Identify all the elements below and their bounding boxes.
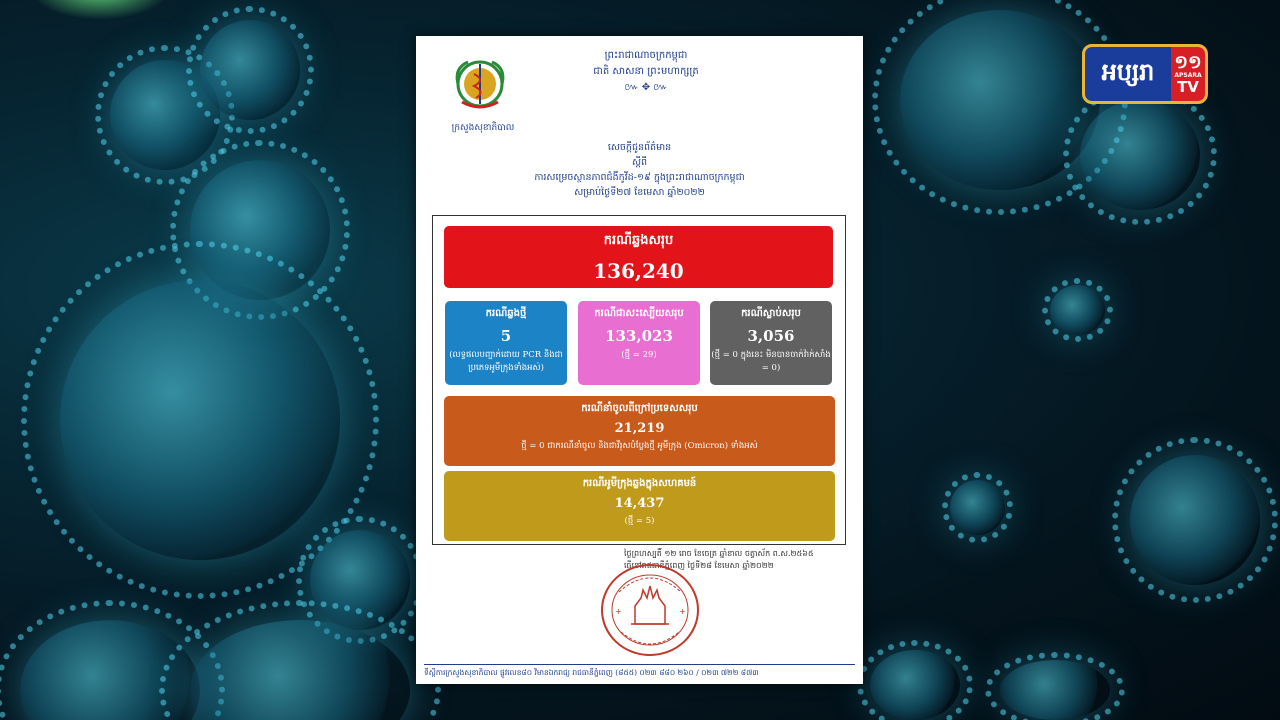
statistics-frame	[432, 215, 846, 545]
covid-report-document	[416, 36, 863, 684]
motto-line: ជាតិ សាសនា ព្រះមហាក្សត្រ	[593, 66, 699, 77]
total-cases-value: 136,240	[593, 259, 684, 283]
apsara-tv-logo	[1082, 44, 1208, 104]
new-cases-value: 5	[500, 327, 512, 345]
virus-image	[1080, 100, 1200, 210]
deaths-note: (ថ្មី = 0 ក្នុងនេះ មិនបានចាក់វ៉ាក់សាំង = 0)	[711, 350, 831, 373]
ornament: ៚ ✥ ៚	[624, 82, 668, 93]
kingdom-line: ព្រះរាជាណាចក្រកម្ពុជា	[604, 50, 688, 61]
logo-badge	[1171, 47, 1205, 101]
recovered-box	[578, 301, 700, 385]
virus-image	[1050, 285, 1105, 335]
issue-date: ធ្វើនៅរាជធានីភ្នំពេញ ថ្ងៃទី២៨ ខែមេសា ឆ្នាំ២០២២	[624, 561, 774, 570]
community-value: 14,437	[614, 496, 665, 511]
community-cases-box	[444, 471, 835, 541]
report-heading	[486, 140, 793, 200]
ministry-stamp-icon	[599, 562, 701, 658]
ministry-label: ក្រសួងសុខាភិបាល	[451, 123, 515, 133]
ministry-emblem-icon	[450, 54, 510, 116]
heading-line: ការសម្រេចស្ថានភាពជំងឺកូវីដ-១៩ ក្នុងព្រះរាជាណាចក្រកម្ពុជា	[534, 172, 745, 183]
new-cases-note: (លទ្ធផលបញ្ជាក់ដោយ PCR និងជាប្រភេទអូមីក្រុងទាំងអស់)	[449, 350, 563, 373]
svg-text:+: +	[679, 607, 686, 616]
total-cases-box	[444, 226, 833, 288]
new-cases-label: ករណីឆ្លងថ្មី	[485, 308, 527, 319]
deaths-box	[710, 301, 832, 385]
total-cases-label: ករណីឆ្លងសរុប	[603, 233, 674, 248]
community-label: ករណីអូមីក្រុងឆ្លងក្នុងសហគមន៍	[582, 478, 697, 489]
community-note: (ថ្មី = 5)	[624, 516, 655, 526]
virus-image	[60, 280, 340, 560]
deaths-value: 3,056	[747, 327, 795, 345]
document-footer: ទីស្តីការក្រសួងសុខាភិបាល ផ្លូវលេខ៨០ វិមានឯករាជ្យ រាជធានីភ្នំពេញ (៨៥៥) ០២៣ ៨៨០ ២៦០ / ០២៣ ៧២២ ៨៧៣	[424, 664, 855, 679]
virus-image	[950, 480, 1005, 535]
recovered-value: 133,023	[605, 327, 673, 345]
svg-text:+: +	[615, 607, 622, 616]
lunar-date: ថ្ងៃព្រហស្បតិ៍ ១២ រោច ខែចេត្រ ឆ្នាំខាល ចត្វាស័ក ព.ស.២៥៦៥	[624, 549, 814, 558]
recovered-label: ករណីជាសះស្បើយសរុប	[594, 308, 684, 319]
virus-image	[1000, 660, 1110, 720]
virus-image	[200, 20, 300, 120]
virus-image	[190, 620, 410, 720]
recovered-note: (ថ្មី = 29)	[621, 350, 657, 360]
imported-note: ថ្មី = 0 ជាករណីនាំចូល និងជាវីរុសបំប្លែងថ្មី អូមីក្រុង (Omicron) ទាំងអស់	[521, 441, 758, 451]
imported-cases-box	[444, 396, 835, 466]
deaths-label: ករណីស្លាប់សរុប	[741, 308, 801, 319]
logo-apsara: APSARA	[1174, 71, 1202, 79]
virus-image	[870, 650, 960, 720]
logo-tv: TV	[1177, 77, 1199, 96]
green-glow	[30, 0, 170, 20]
heading-line: សេចក្តីជូនព័ត៌មាន	[607, 142, 672, 153]
new-cases-box	[445, 301, 567, 385]
virus-image	[1130, 455, 1260, 585]
logo-name: អប្សរា	[1085, 47, 1171, 101]
imported-value: 21,219	[614, 421, 665, 436]
kingdom-header	[536, 48, 756, 96]
imported-label: ករណីនាំចូលពីក្រៅប្រទេសសរុប	[581, 403, 698, 414]
heading-line: ស្តីពី	[631, 157, 648, 168]
heading-line: សម្រាប់ថ្ងៃទី២៧ ខែមេសា ឆ្នាំ២០២២	[574, 187, 705, 198]
logo-number: ១១	[1174, 51, 1202, 73]
